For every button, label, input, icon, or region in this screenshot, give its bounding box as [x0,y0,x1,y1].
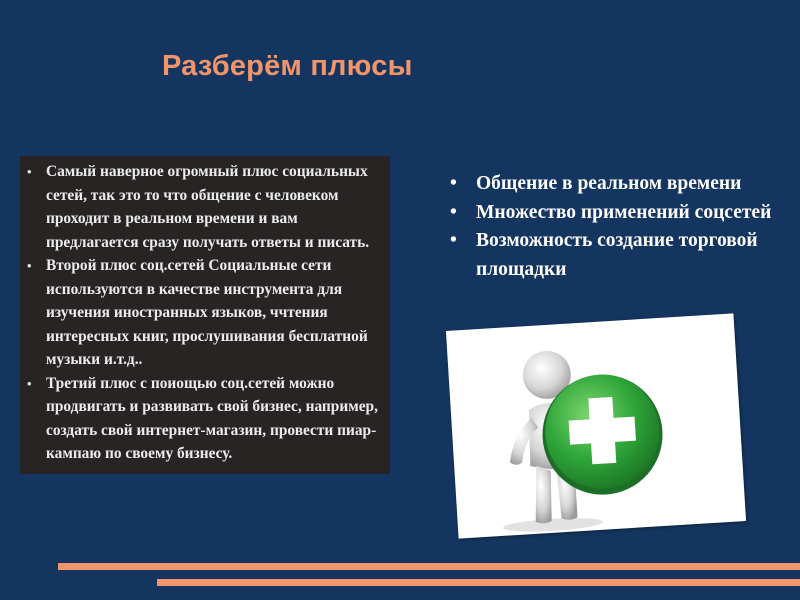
right-list-item [450,227,780,284]
right-list-item [450,170,780,199]
right-item-text: Общение в реальном времени [476,173,742,194]
left-list-item [26,160,382,254]
bullet-icon: • [450,201,457,223]
left-item-text: Третий плюс с поиощью соц.сетей можно продвигать и развивать свой бизнес, например, создать свой интернет-магазин, провести пиар-кампаю по своему бизнесу. [46,374,378,462]
accent-bar-bottom [157,579,800,586]
slide-title: Разберём плюсы [162,50,413,82]
right-item-text: Множество применений соцсетей [476,201,772,223]
left-item-text: Второй плюс соц.сетей Социальные сети используются в качестве инструмента для изучения иностранных языков, ччтения интересных книг, прослушивания бесплатной музыки и.т.д.. [46,257,368,368]
bullet-icon: • [450,173,457,194]
right-list-item [450,199,780,228]
left-bullet-list [26,160,382,466]
accent-bar-top [58,563,800,570]
bullet-icon: • [27,375,32,391]
left-list-item [26,372,382,466]
right-bullet-list [450,170,780,284]
bullet-icon: • [450,230,457,251]
left-item-text: Самый наверное огромный плюс социальных сетей, так это то что общение с человеком проходит в реальном времени и вам предлагается сразу получать ответы и писать. [46,163,370,251]
figure-with-plus-image [446,313,746,538]
left-text-panel [20,156,390,474]
person-with-plus-icon [446,313,746,538]
bullet-icon: • [27,258,32,273]
left-list-item [26,254,382,372]
bullet-icon: • [27,164,32,179]
right-item-text: Возможность создание торговой площадки [476,230,758,280]
